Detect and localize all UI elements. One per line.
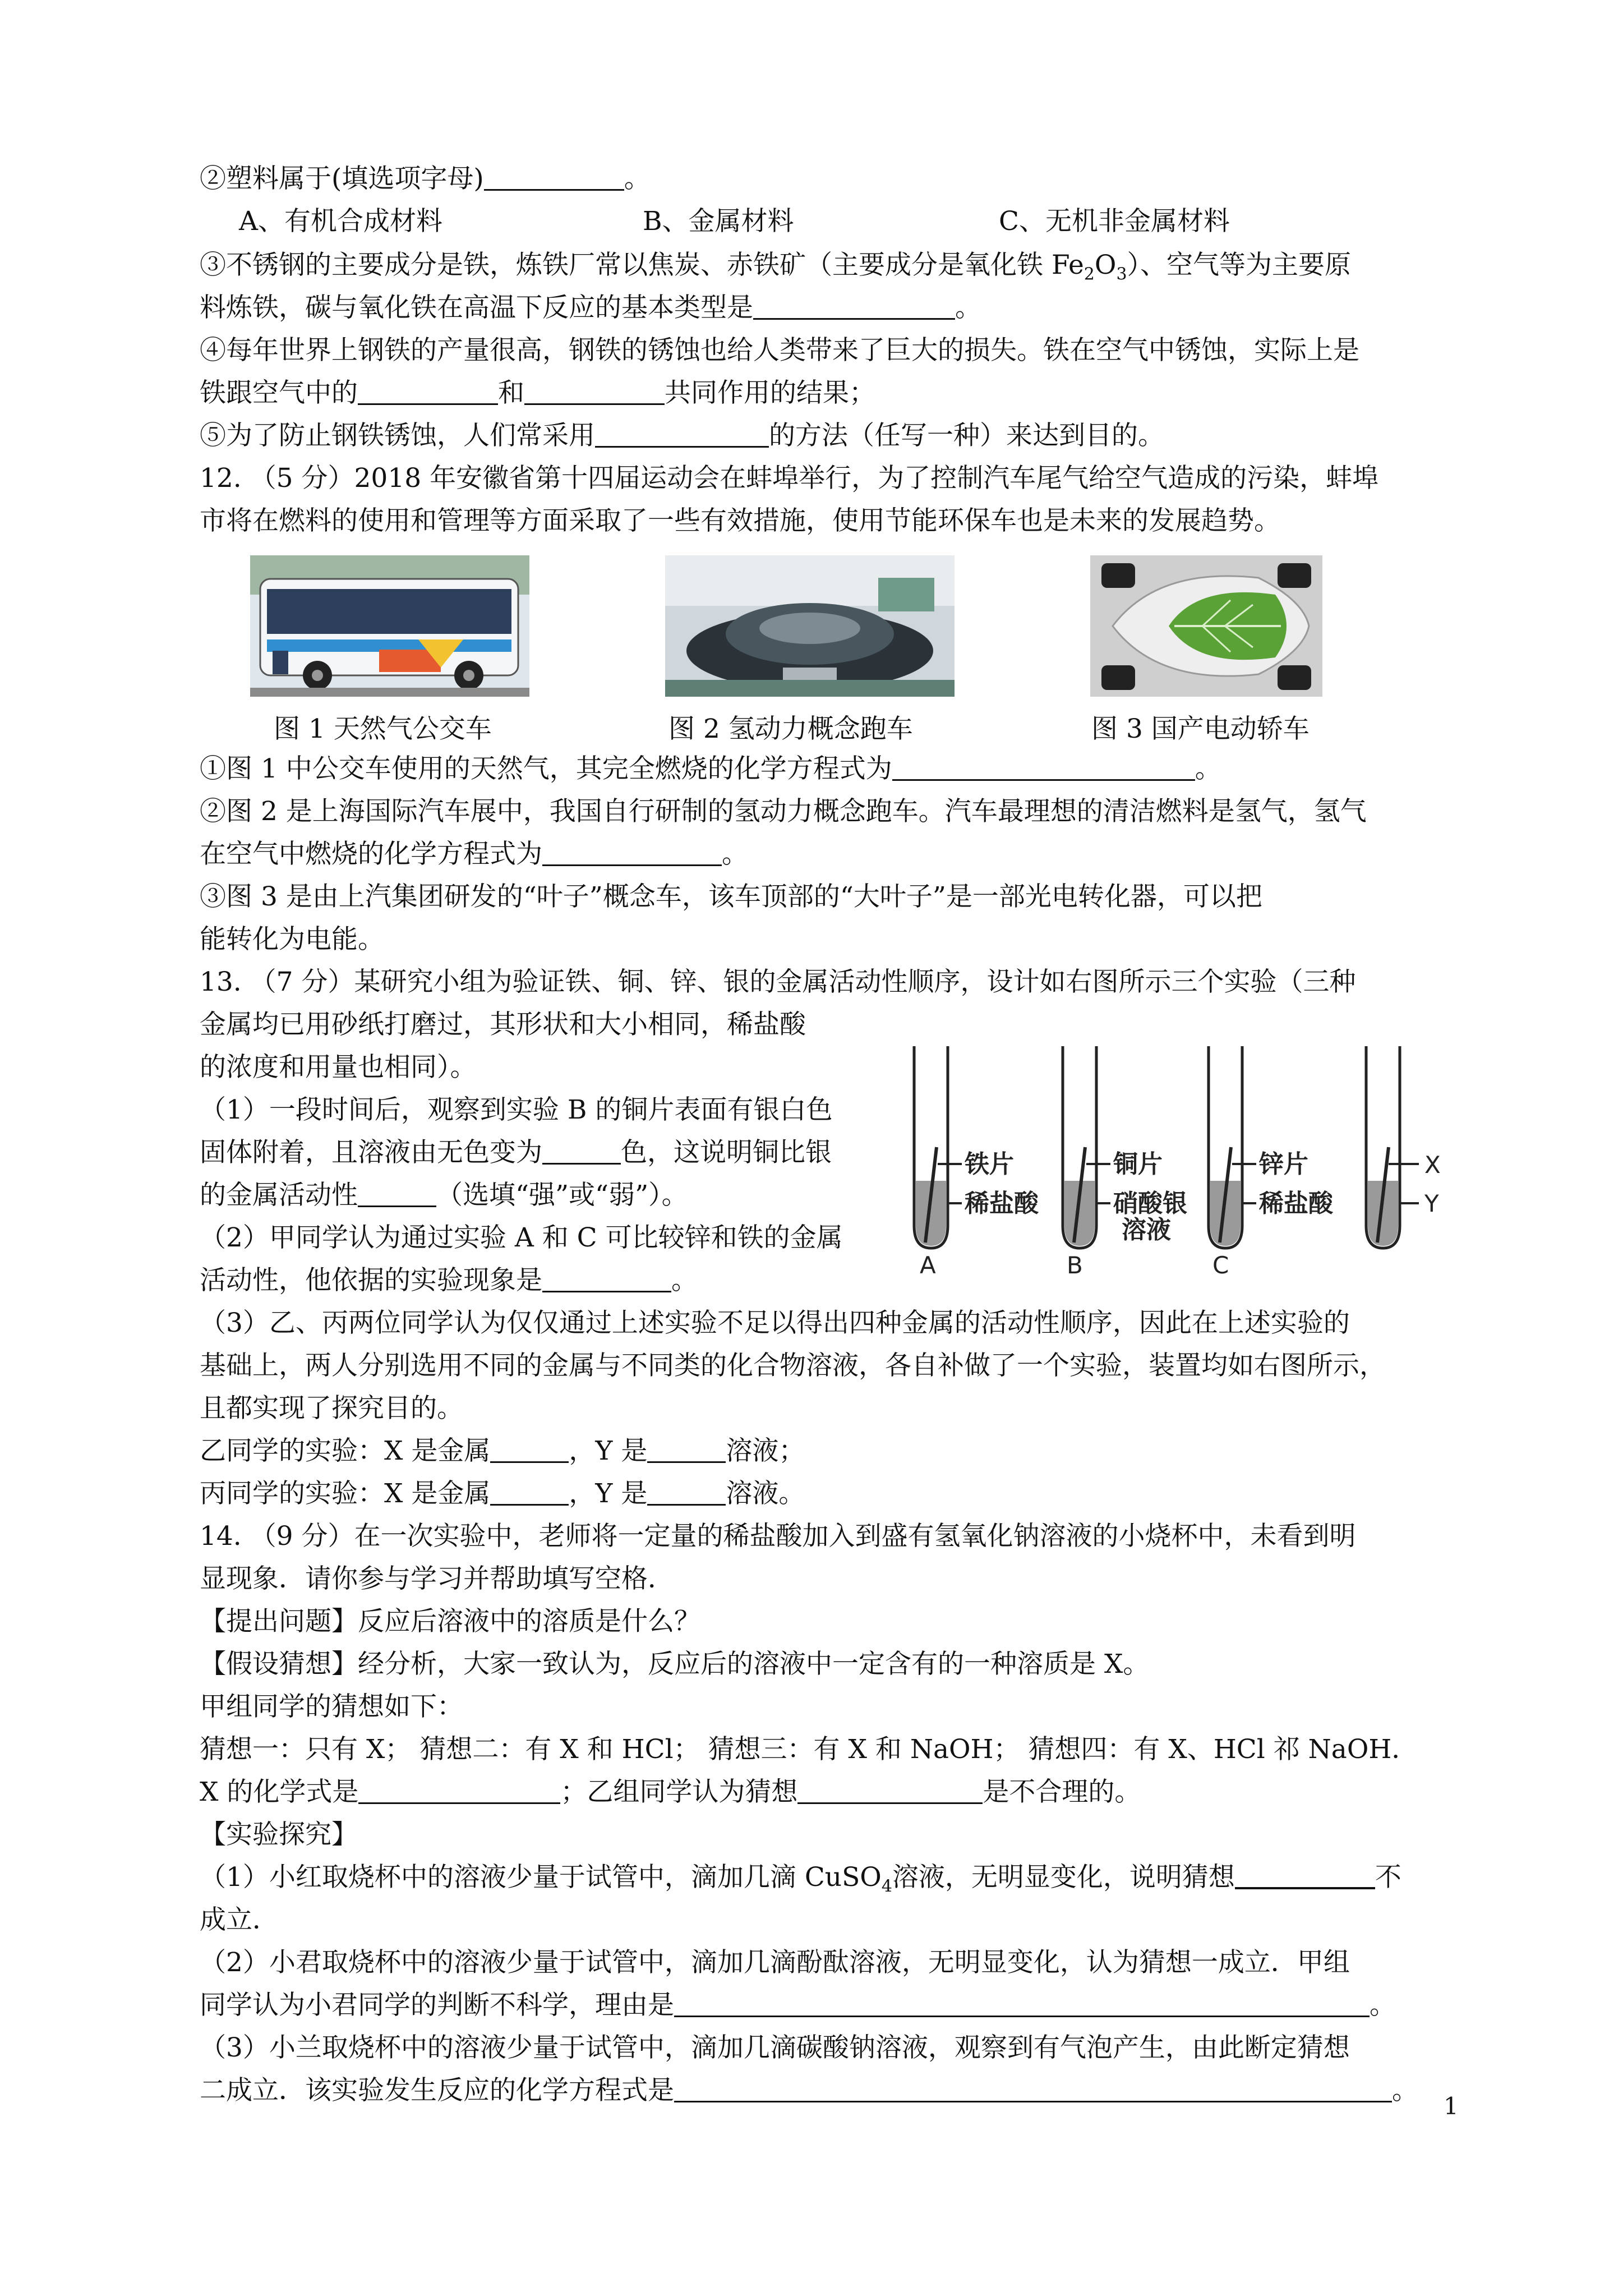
- option-a: A、有机合成材料: [239, 206, 442, 237]
- q14-stem: 14. （9 分）在一次实验中，老师将一定量的稀盐酸加入到盛有氢氧化钠溶液的小烧杯中，未看到明: [200, 1521, 1356, 1552]
- q14-exp1-cont: 成立．: [200, 1904, 279, 1935]
- q14-exp2-cont: 同学认为小君同学的判断不科学，理由是 。: [200, 1990, 1396, 2021]
- figure-2-caption: 图 2 氢动力概念跑车: [668, 714, 913, 744]
- tube-c-solution-label: 稀盐酸: [1259, 1189, 1333, 1218]
- q14-guesses: 猜想一：只有 X； 猜想二：有 X 和 HCl； 猜想三：有 X 和 NaOH； 猜想四：有 X、HCl 祁 NaOH．: [200, 1734, 1418, 1765]
- tube-b-letter: B: [1067, 1251, 1083, 1276]
- answer-blank[interactable]: [358, 379, 498, 405]
- electric-car-photo: [1090, 555, 1322, 697]
- tube-b-metal-label: 铜片: [1113, 1150, 1163, 1179]
- q11-item3-cont: 料炼铁，碳与氧化铁在高温下反应的基本类型是 。: [200, 292, 981, 323]
- figure-3-caption: 图 3 国产电动轿车: [1091, 714, 1310, 744]
- answer-blank[interactable]: [542, 1138, 621, 1165]
- tube-a-metal-label: 铁片: [965, 1150, 1014, 1179]
- figure-1-caption: 图 1 天然气公交车: [274, 714, 492, 744]
- answer-blank[interactable]: [542, 840, 722, 866]
- q11-item4: ④每年世界上钢铁的产量很高，钢铁的锈蚀也给人类带来了巨大的损失。铁在空气中锈蚀，实际上是: [200, 335, 1359, 366]
- q13-student-bing: 丙同学的实验：X 是金属 ，Y 是 溶液。: [200, 1478, 805, 1509]
- q13-stem: 13. （7 分）某研究小组为验证铁、铜、锌、银的金属活动性顺序，设计如右图所示三个实验（三种: [200, 967, 1356, 997]
- answer-blank[interactable]: [490, 1437, 569, 1463]
- q12-item3-cont: 能转化为电能。: [200, 924, 384, 955]
- option-c: C、无机非金属材料: [999, 206, 1230, 237]
- answer-blank[interactable]: [797, 1778, 983, 1804]
- tube-c-letter: C: [1212, 1251, 1229, 1276]
- tube-b-solution-label-2: 溶液: [1122, 1216, 1171, 1244]
- q11-item5: ⑤为了防止钢铁锈蚀，人们常采用 的方法（任写一种）来达到目的。: [200, 420, 1164, 451]
- q14-exp3-cont: 二成立．该实验发生反应的化学方程式是 。: [200, 2075, 1418, 2106]
- q14-exp1: （1）小红取烧杯中的溶液少量于试管中，滴加几滴 CuSO$_4$溶液，无明显变化，说明猜想 不: [200, 1862, 1401, 1897]
- q13-part3-cont2: 且都实现了探究目的。: [200, 1393, 463, 1424]
- tube-c-metal-label: 锌片: [1259, 1150, 1308, 1179]
- option-b: B、金属材料: [643, 206, 794, 237]
- x-label: X: [1424, 1151, 1441, 1179]
- answer-blank[interactable]: [542, 1266, 671, 1292]
- q13-part1-cont2: 的金属活动性 （选填“强”或“弱”）。: [200, 1180, 688, 1211]
- hydrogen-car-photo: [665, 555, 955, 697]
- q13-part3-cont: 基础上，两人分别选用不同的金属与不同类的化合物溶液，各自补做了一个实验，装置均如右图所示，: [200, 1350, 1386, 1381]
- answer-blank[interactable]: [753, 293, 955, 320]
- answer-blank[interactable]: [484, 164, 624, 191]
- q12-item2: ②图 2 是上海国际汽车展中，我国自行研制的氢动力概念跑车。汽车最理想的清洁燃料是氢气，氢气: [200, 796, 1367, 827]
- q14-group-a: 甲组同学的猜想如下：: [200, 1691, 463, 1722]
- answer-blank[interactable]: [674, 1991, 1370, 2017]
- q13-part1: （1）一段时间后，观察到实验 B 的铜片表面有银白色: [200, 1094, 833, 1125]
- answer-blank[interactable]: [1235, 1862, 1375, 1889]
- q14-exp2: （2）小君取烧杯中的溶液少量于试管中，滴加几滴酚酞溶液，无明显变化，认为猜想一成立．甲组: [200, 1947, 1350, 1978]
- q12-item1: ①图 1 中公交车使用的天然气，其完全燃烧的化学方程式为 。: [200, 753, 1221, 784]
- answer-blank[interactable]: [490, 1479, 569, 1506]
- q12-stem: 12. （5 分）2018 年安徽省第十四届运动会在蚌埠举行，为了控制汽车尾气给空气造成的污染，蚌埠: [200, 463, 1379, 494]
- q12-item2-cont: 在空气中燃烧的化学方程式为 。: [200, 839, 748, 869]
- answer-blank[interactable]: [647, 1437, 726, 1463]
- tube-a-solution-label: 稀盐酸: [965, 1189, 1039, 1218]
- bus-photo: [250, 555, 529, 697]
- q14-hypothesis: 【假设猜想】经分析，大家一致认为，反应后的溶液中一定含有的一种溶质是 X。: [200, 1649, 1150, 1680]
- tube-a-letter: A: [920, 1251, 936, 1276]
- tube-b-solution-label: 硝酸银: [1113, 1189, 1187, 1218]
- answer-blank[interactable]: [358, 1181, 436, 1207]
- q11-item2: ②塑料属于(填选项字母) 。: [200, 163, 651, 194]
- q14-formula: X 的化学式是 ；乙组同学认为猜想 是不合理的。: [200, 1777, 1141, 1807]
- answer-blank[interactable]: [358, 1778, 560, 1804]
- q13-stem-cont: 金属均已用砂纸打磨过，其形状和大小相同，稀盐酸: [200, 1009, 806, 1040]
- q14-stem-cont: 显现象．请你参与学习并帮助填写空格．: [200, 1563, 674, 1594]
- answer-blank[interactable]: [595, 421, 769, 448]
- q12-item3: ③图 3 是由上汽集团研发的“叶子”概念车，该车顶部的“大叶子”是一部光电转化器，可以把: [200, 881, 1262, 912]
- q13-part2-cont: 活动性，他依据的实验现象是 。: [200, 1265, 698, 1296]
- q14-exp3: （3）小兰取烧杯中的溶液少量于试管中，滴加几滴碳酸钠溶液，观察到有气泡产生，由此断定猜想: [200, 2032, 1350, 2063]
- q11-item3: ③不锈钢的主要成分是铁，炼铁厂常以焦炭、赤铁矿（主要成分是氧化铁 $Fe_2O_3$）、空气等为主要原: [200, 250, 1352, 284]
- q13-student-yi: 乙同学的实验：X 是金属 ，Y 是 溶液；: [200, 1435, 805, 1466]
- answer-blank[interactable]: [524, 379, 665, 405]
- answer-blank[interactable]: [892, 754, 1195, 781]
- q13-part1-cont: 固体附着，且溶液由无色变为 色，这说明铜比银: [200, 1137, 832, 1168]
- answer-blank[interactable]: [647, 1479, 726, 1506]
- q13-part2: （2）甲同学认为通过实验 A 和 C 可比较锌和铁的金属: [200, 1222, 843, 1253]
- test-tube-diagram: [903, 1041, 1464, 1276]
- q14-experiment-heading: 【实验探究】: [200, 1819, 358, 1850]
- q14-question: 【提出问题】反应后溶液中的溶质是什么？: [200, 1606, 700, 1637]
- y-label: Y: [1424, 1190, 1439, 1217]
- answer-blank[interactable]: [674, 2076, 1392, 2102]
- page-number: 1: [1444, 2092, 1459, 2120]
- q12-stem-cont: 市将在燃料的使用和管理等方面采取了一些有效措施，使用节能环保车也是未来的发展趋势。: [200, 505, 1280, 536]
- q13-stem-cont2: 的浓度和用量也相同）。: [200, 1052, 477, 1083]
- q11-item4-cont: 铁跟空气中的 和 共同作用的结果；: [200, 378, 875, 408]
- q13-part3: （3）乙、丙两位同学认为仅仅通过上述实验不足以得出四种金属的活动性顺序，因此在上述实验的: [200, 1308, 1350, 1338]
